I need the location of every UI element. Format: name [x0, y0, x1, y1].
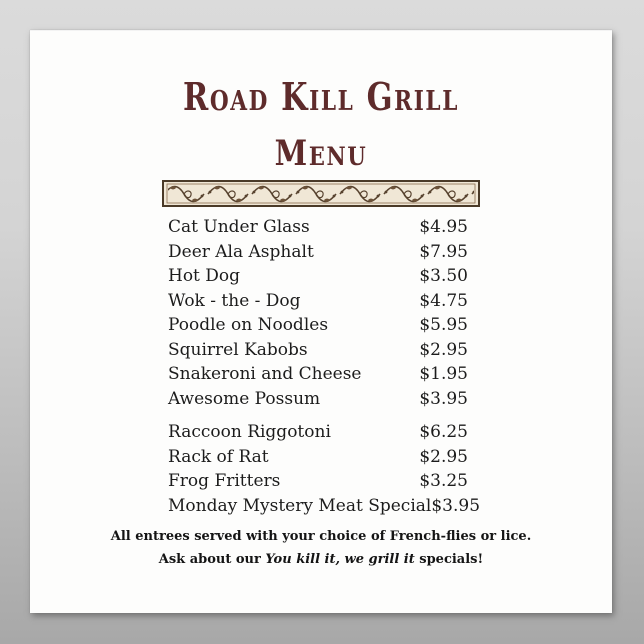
menu-row [168, 338, 468, 363]
menu-item-name: Awesome Possum [168, 388, 321, 409]
footer-line-2-prefix: Ask about our [158, 552, 266, 567]
menu-item-name: Hot Dog [168, 266, 241, 286]
menu-row [168, 420, 468, 445]
menu-row [168, 289, 468, 314]
menu-item-name: Cat Under Glass [168, 217, 310, 237]
menu-item-price: $1.95 [419, 364, 468, 384]
menu-row [168, 264, 468, 289]
menu-item-name: Raccoon Riggotoni [168, 422, 331, 442]
menu-row [168, 387, 468, 412]
ornament-border-row [30, 180, 612, 211]
menu-item-name: Deer Ala Asphalt [168, 241, 314, 262]
menu-item-price: $3.95 [431, 495, 481, 516]
menu-item-price: $2.95 [419, 339, 468, 360]
menu-item-name: Frog Fritters [168, 471, 281, 491]
menu-row [168, 215, 468, 240]
menu-item-price: $3.25 [419, 471, 468, 491]
menu-item-price: $6.25 [419, 422, 468, 442]
floral-scroll-border-icon [162, 180, 480, 207]
menu-item-price: $4.75 [419, 290, 468, 311]
menu-row [168, 469, 468, 494]
menu-row [168, 240, 468, 265]
menu-group [168, 215, 468, 411]
menu-item-price: $4.95 [419, 217, 468, 237]
menu-row [168, 445, 468, 470]
menu-item-name: Poodle on Noodles [168, 315, 329, 335]
poster-subtitle: Menu [274, 133, 368, 174]
footer-line-2-suffix: specials! [414, 552, 484, 567]
menu-poster [30, 30, 612, 613]
footer-line-2 [30, 548, 612, 571]
menu-item-price: $3.50 [419, 266, 468, 286]
footer-line-2-slogan: You kill it, we grill it [265, 552, 415, 567]
menu-row [168, 362, 468, 387]
menu-group [168, 420, 481, 518]
menu-item-price: $7.95 [419, 241, 468, 262]
menu-item-price: $2.95 [419, 446, 468, 467]
menu-row [168, 313, 468, 338]
menu-item-price: $5.95 [419, 315, 468, 335]
footer-line-1: All entrees served with your choice of French-flies or lice. [110, 529, 532, 544]
menu-item-name: Rack of Rat [168, 446, 269, 467]
menu-item-name: Wok - the - Dog [168, 290, 301, 311]
menu-item-name: Monday Mystery Meat Special [168, 495, 432, 516]
menu-row [168, 494, 481, 519]
menu-item-name: Snakeroni and Cheese [168, 364, 362, 384]
menu-item-price: $3.95 [419, 388, 468, 409]
menu-item-name: Squirrel Kabobs [168, 339, 308, 360]
menu-list [168, 215, 481, 518]
poster-title: Road Kill Grill [182, 74, 460, 119]
poster-footer [30, 525, 612, 571]
